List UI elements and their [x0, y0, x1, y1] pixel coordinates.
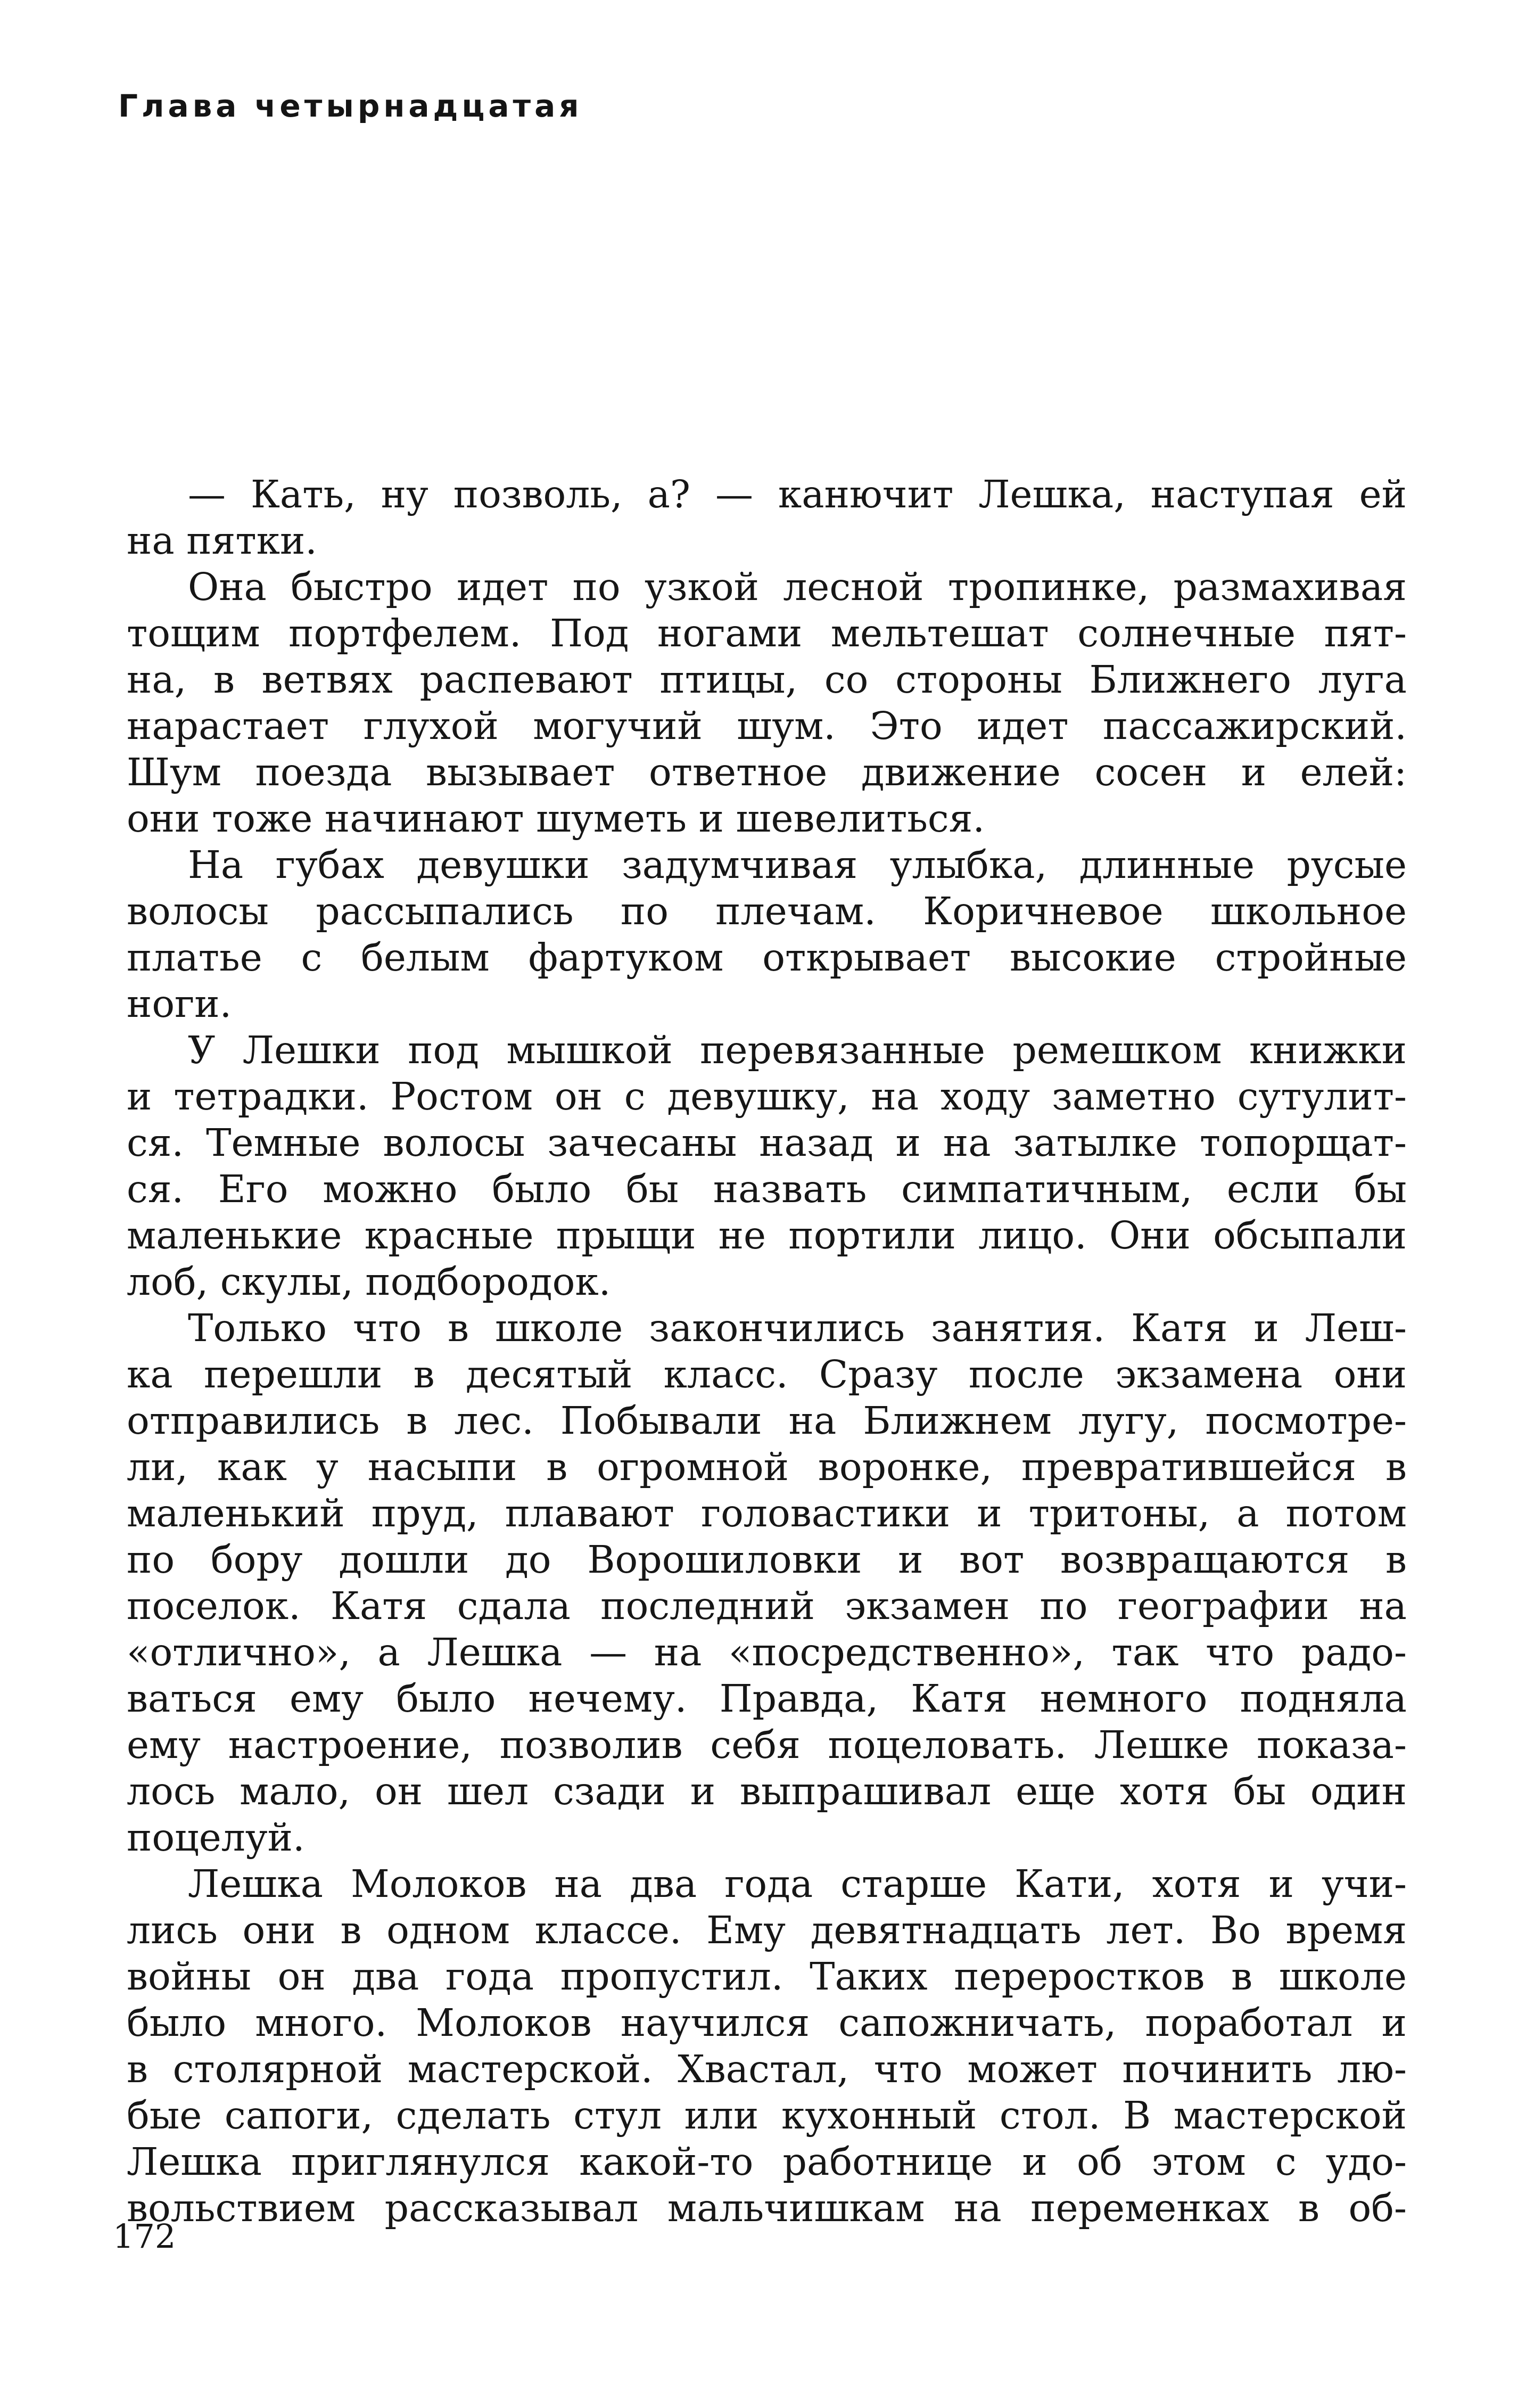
text-line: ли, как у насыпи в огромной воронке, превратившейся в [127, 1445, 1407, 1489]
text-line: Она быстро идет по узкой лесной тропинке, размахивая [188, 565, 1407, 609]
paragraph [127, 471, 1407, 564]
text-line: ноги. [127, 982, 232, 1026]
text-line: они тоже начинают шуметь и шевелиться. [127, 796, 985, 841]
chapter-body-text [127, 471, 1407, 2231]
text-line: тощим портфелем. Под ногами мельтешат солнечные пят- [127, 611, 1407, 655]
text-line: нарастает глухой могучий шум. Это идет пассажирский. [127, 704, 1407, 748]
text-line: «отлично», а Лешка — на «посредственно», так что радо- [127, 1630, 1407, 1674]
text-line: У Лешки под мышкой перевязанные ремешком книжки [188, 1028, 1407, 1072]
text-line: лись они в одном классе. Ему девятнадцать лет. Во время [127, 1908, 1407, 1952]
text-line: лось мало, он шел сзади и выпрашивал еще хотя бы один [127, 1769, 1407, 1813]
paragraph [127, 1305, 1407, 1861]
text-line: ка перешли в десятый класс. Сразу после экзамена они [127, 1352, 1407, 1396]
page-number: 172 [113, 2217, 176, 2256]
text-line: вольствием рассказывал мальчишкам на переменках в об- [127, 2186, 1407, 2230]
paragraph [127, 564, 1407, 842]
text-line: и тетрадки. Ростом он с девушку, на ходу заметно сутулит- [127, 1074, 1407, 1119]
text-line: в столярной мастерской. Хвастал, что может починить лю- [127, 2047, 1407, 2091]
text-line: по бору дошли до Ворошиловки и вот возвращаются в [127, 1538, 1407, 1582]
text-line: отправились в лес. Побывали на Ближнем лугу, посмотре- [127, 1399, 1407, 1443]
text-line: Шум поезда вызывает ответное движение сосен и елей: [127, 750, 1407, 794]
text-line: Лешка приглянулся какой-то работнице и об этом с удо- [127, 2140, 1407, 2184]
text-line: ему настроение, позволив себя поцеловать. Лешке показа- [127, 1723, 1407, 1767]
text-line: было много. Молоков научился сапожничать, поработал и [127, 2001, 1407, 2045]
text-line: маленькие красные прыщи не портили лицо. Они обсыпали [127, 1213, 1407, 1258]
text-line: ся. Его можно было бы назвать симпатичным, если бы [127, 1167, 1407, 1211]
text-line: бые сапоги, сделать стул или кухонный стол. В мастерской [127, 2093, 1407, 2138]
text-line: платье с белым фартуком открывает высокие стройные [127, 935, 1407, 980]
text-line: лоб, скулы, подбородок. [127, 1260, 611, 1304]
text-line: ся. Темные волосы зачесаны назад и на затылке топорщат- [127, 1121, 1407, 1165]
chapter-title: Глава четырнадцатая [118, 88, 583, 124]
text-line: на пятки. [127, 519, 317, 563]
text-line: — Кать, ну позволь, а? — канючит Лешка, наступая ей [188, 472, 1407, 516]
text-line: Лешка Молоков на два года старше Кати, хотя и учи- [188, 1862, 1407, 1906]
text-line: ваться ему было нечему. Правда, Катя немного подняла [127, 1676, 1407, 1721]
text-line: поцелуй. [127, 1815, 305, 1860]
text-line: поселок. Катя сдала последний экзамен по географии на [127, 1584, 1407, 1628]
text-line: маленький пруд, плавают головастики и тритоны, а потом [127, 1491, 1407, 1535]
text-line: Только что в школе закончились занятия. Катя и Леш- [188, 1306, 1407, 1350]
paragraph [127, 1027, 1407, 1305]
text-line: войны он два года пропустил. Таких переростков в школе [127, 1954, 1407, 1999]
paragraph [127, 1861, 1407, 2231]
text-line: на, в ветвях распевают птицы, со стороны Ближнего луга [127, 658, 1407, 702]
text-line: На губах девушки задумчивая улыбка, длинные русые [188, 843, 1407, 887]
paragraph [127, 842, 1407, 1027]
text-line: волосы рассыпались по плечам. Коричневое школьное [127, 889, 1407, 933]
